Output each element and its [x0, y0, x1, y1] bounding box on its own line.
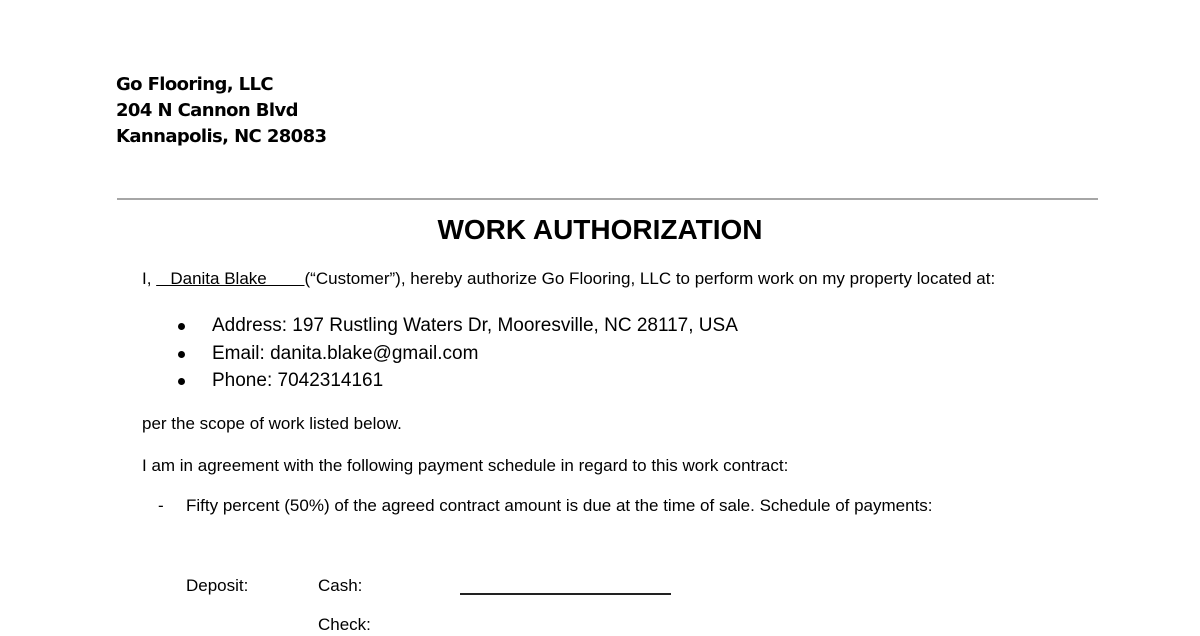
intro-suffix: (“Customer”), hereby authorize Go Flooring, LLC to perform work on my property located at:	[304, 269, 996, 288]
payment-schedule-text: Fifty percent (50%) of the agreed contract amount is due at the time of sale. Schedule of payments:	[186, 496, 933, 515]
company-name: Go Flooring, LLC	[116, 74, 274, 95]
header-divider	[117, 198, 1098, 200]
scope-line: per the scope of work listed below.	[142, 414, 402, 433]
company-city: Kannapolis, NC 28083	[116, 126, 327, 147]
company-address-block	[116, 72, 326, 150]
list-item-address: Address: 197 Rustling Waters Dr, Mooresville, NC 28117, USA	[170, 312, 738, 340]
authorization-statement	[142, 268, 995, 290]
agreement-line: I am in agreement with the following payment schedule in regard to this work contract:	[142, 456, 789, 475]
list-item-phone: Phone: 7042314161	[170, 367, 738, 395]
bullet-icon	[178, 351, 185, 358]
dash-marker: -	[158, 496, 164, 515]
company-street: 204 N Cannon Blvd	[116, 100, 298, 121]
deposit-label: Deposit:	[186, 576, 249, 595]
intro-prefix: I,	[142, 269, 157, 288]
document-title: WORK AUTHORIZATION	[437, 214, 763, 245]
property-details-list	[170, 312, 738, 395]
cash-amount-field[interactable]	[460, 593, 671, 595]
list-item-email: Email: danita.blake@gmail.com	[170, 340, 738, 368]
cash-label: Cash:	[318, 576, 363, 595]
bullet-icon	[178, 323, 185, 330]
check-label: Check:	[318, 615, 371, 634]
payment-schedule-item	[158, 495, 933, 517]
bullet-icon	[178, 378, 185, 385]
customer-name-field[interactable]: Danita Blake	[156, 269, 305, 288]
